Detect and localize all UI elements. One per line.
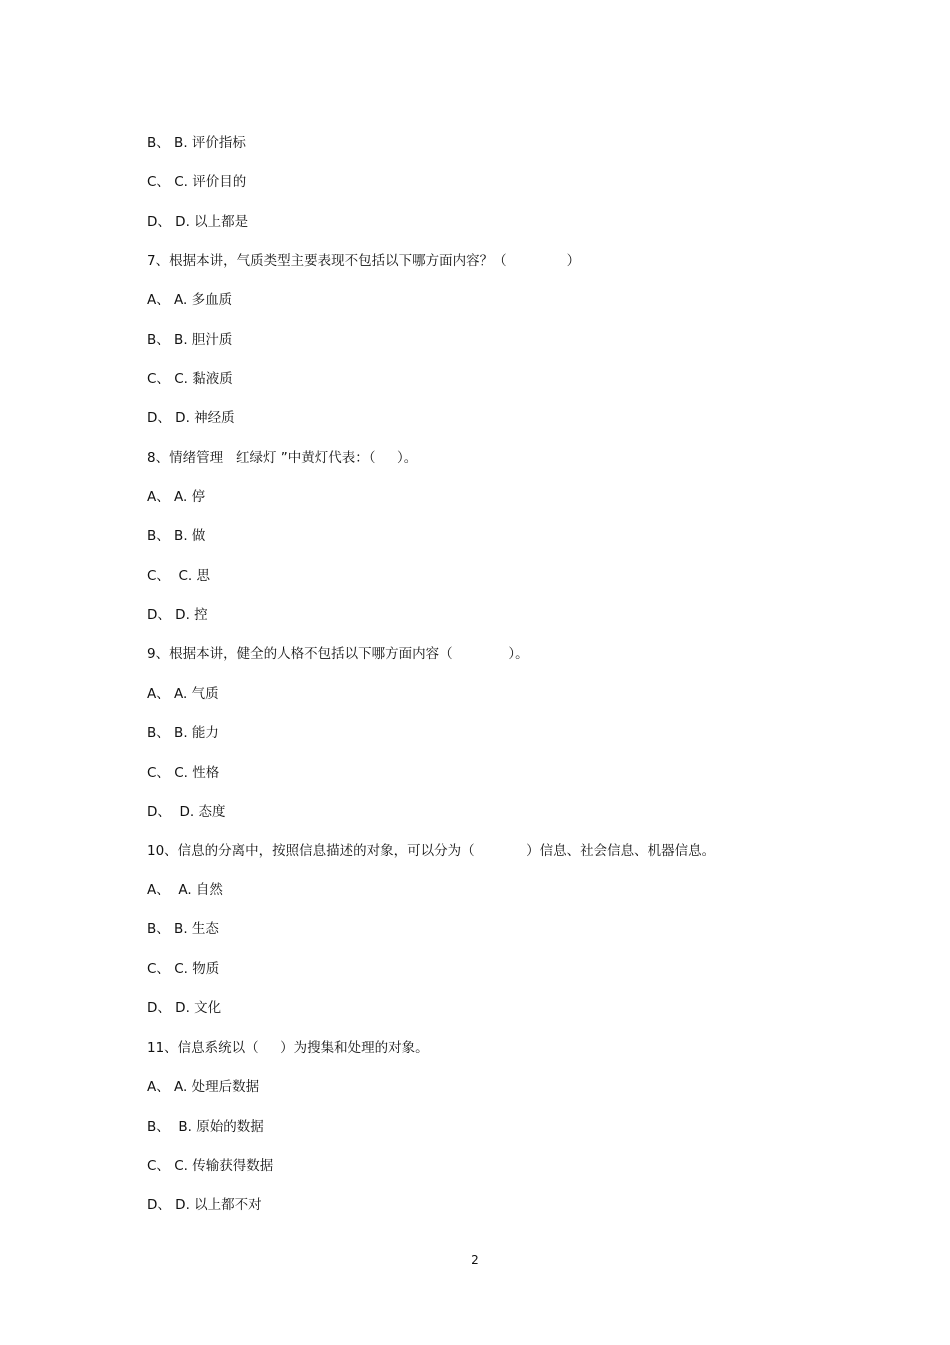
text-line: C、 C. 黏液质 <box>147 371 233 387</box>
question-line: 7、根据本讲，气质类型主要表现不包括以下哪方面内容？（ ） <box>147 253 581 269</box>
question-line: 10、信息的分离中，按照信息描述的对象，可以分为（ ）信息、社会信息、机器信息。 <box>147 843 716 859</box>
question-line: 8、情绪管理 红绿灯 ”中黄灯代表：（ ）。 <box>147 450 418 466</box>
text-line: C、 C. 性格 <box>147 765 220 781</box>
text-line: A、 A. 多血质 <box>147 292 233 308</box>
text-line: D、 D. 神经质 <box>147 410 235 426</box>
text-line: B、 B. 生态 <box>147 921 219 937</box>
text-line: C、 C. 物质 <box>147 961 220 977</box>
text-line: D、 D. 态度 <box>147 804 226 820</box>
text-line: B、 B. 评价指标 <box>147 135 246 151</box>
text-line: C、 C. 评价目的 <box>147 174 247 190</box>
question-line: 9、根据本讲，健全的人格不包括以下哪方面内容（ ）。 <box>147 646 529 662</box>
text-line: B、 B. 胆汁质 <box>147 332 233 348</box>
page-number: 2 <box>471 1253 479 1267</box>
text-line: C、 C. 思 <box>147 568 211 584</box>
text-line: B、 B. 原始的数据 <box>147 1119 264 1135</box>
text-line: A、 A. 停 <box>147 489 206 505</box>
text-line: A、 A. 气质 <box>147 686 219 702</box>
text-line: D、 D. 以上都是 <box>147 214 249 230</box>
text-line: D、 D. 文化 <box>147 1000 222 1016</box>
text-line: B、 B. 能力 <box>147 725 219 741</box>
text-line: A、 A. 自然 <box>147 882 223 898</box>
text-line: A、 A. 处理后数据 <box>147 1079 260 1095</box>
question-line: 11、信息系统以（ ）为搜集和处理的对象。 <box>147 1040 429 1056</box>
text-line: B、 B. 做 <box>147 528 206 544</box>
text-line: C、 C. 传输获得数据 <box>147 1158 274 1174</box>
text-line: D、 D. 以上都不对 <box>147 1197 262 1213</box>
text-line: D、 D. 控 <box>147 607 208 623</box>
